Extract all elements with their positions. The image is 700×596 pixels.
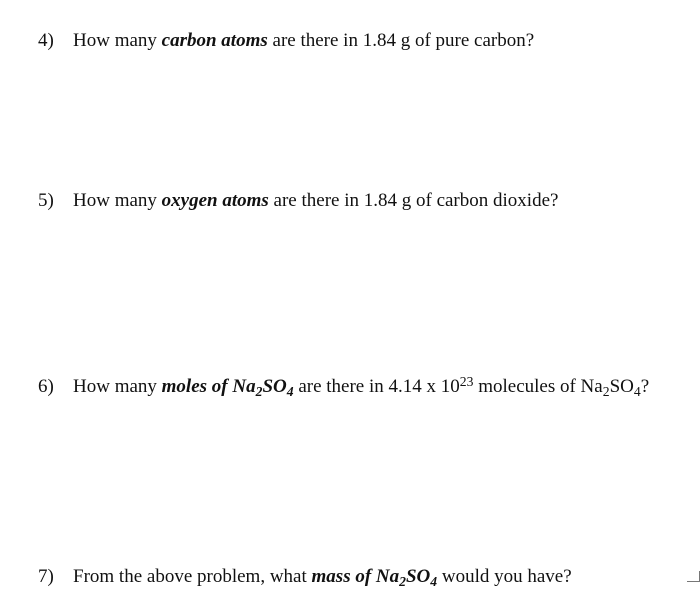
emphasis-part-b: SO [405, 566, 431, 587]
subscript-2: 2 [255, 383, 263, 399]
question-5 [38, 191, 558, 210]
question-text-prefix: How many [73, 376, 162, 397]
emphasis-part-b: SO [262, 376, 287, 397]
formula-so: SO [609, 376, 634, 397]
page-corner-mark [687, 571, 700, 582]
question-emphasis [312, 566, 438, 587]
emphasis-part-a: moles of Na [161, 376, 256, 397]
question-text-prefix: From the above problem, what [73, 566, 312, 587]
subscript-2: 2 [399, 573, 406, 589]
subscript-2: 2 [602, 383, 610, 399]
question-text-after-exponent: molecules of Na [473, 376, 603, 397]
question-number: 6) [38, 376, 54, 397]
question-text-middle: are there in 4.14 x 10 [293, 376, 460, 397]
subscript-4: 4 [430, 573, 438, 589]
question-7 [38, 566, 572, 589]
question-emphasis [162, 376, 294, 397]
subscript-4: 4 [633, 383, 641, 399]
question-number: 4) [38, 30, 54, 51]
question-text-end: ? [640, 376, 650, 397]
question-text-prefix: How many [73, 30, 162, 51]
question-number: 7) [38, 566, 54, 587]
question-text-suffix: would you have? [437, 566, 572, 587]
exponent: 23 [459, 373, 474, 389]
question-text-suffix: are there in 1.84 g of pure carbon? [267, 30, 535, 51]
question-4 [38, 31, 534, 50]
question-number: 5) [38, 190, 54, 211]
emphasis-part-a: mass of Na [311, 566, 400, 587]
question-6 [38, 373, 650, 399]
subscript-4: 4 [286, 383, 294, 399]
question-text-suffix: are there in 1.84 g of carbon dioxide? [268, 190, 559, 211]
question-text-prefix: How many [73, 190, 162, 211]
question-emphasis: carbon atoms [161, 30, 268, 51]
question-emphasis: oxygen atoms [161, 190, 269, 211]
